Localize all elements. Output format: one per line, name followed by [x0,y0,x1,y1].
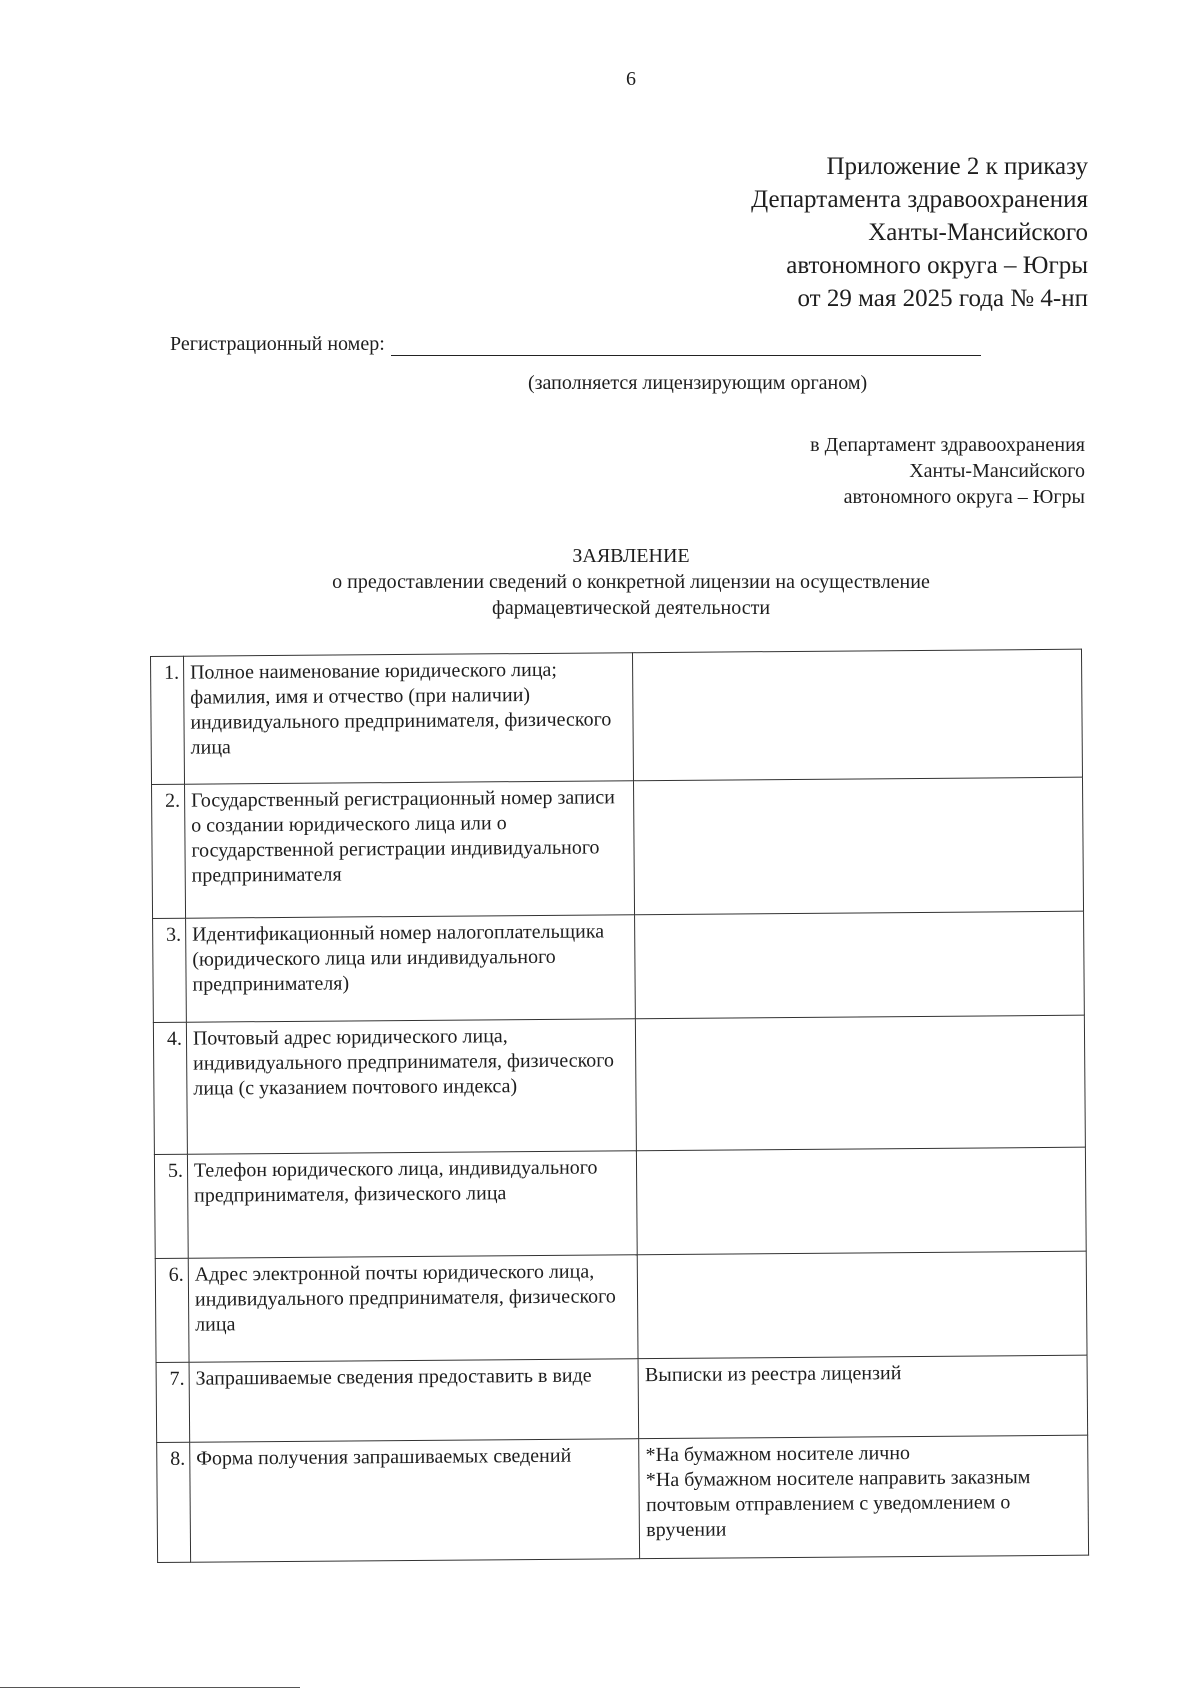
addressee-line: Ханты-Мансийского [909,460,1085,482]
form-row [154,1147,1086,1258]
field-label: Телефон юридического лица, индивидуального предпринимателя, физического лица [187,1151,637,1259]
field-value[interactable] [637,1147,1086,1255]
row-number: 2. [152,784,186,918]
row-number: 8. [157,1442,191,1562]
document-heading: ЗАЯВЛЕНИЕ [572,545,690,567]
addressee-line: в Департамент здравоохранения [810,434,1085,456]
row-number: 3. [153,918,187,1022]
row-number: 4. [153,1022,187,1154]
form-row [155,1251,1087,1362]
registration-number-note: (заполняется лицензирующим органом) [528,372,868,394]
document-subtitle-line: о предоставлении сведений о конкретной лицензии на осуществление [332,571,930,593]
page-number: 6 [626,68,636,90]
field-value-text: Выписки из реестра лицензий [644,1362,902,1387]
registration-number-label: Регистрационный номер: [170,333,385,355]
document-title [0,543,1200,621]
footnote-divider [0,1687,300,1688]
form-row [152,777,1084,918]
form-row [151,649,1083,784]
row-number: 1. [151,656,185,784]
addressee-line: автономного округа – Югры [843,486,1085,508]
registration-number-row [170,333,981,356]
field-value[interactable] [638,1251,1087,1359]
field-value[interactable] [639,1435,1089,1559]
addressee-block [810,432,1085,510]
appendix-line: от 29 мая 2025 года № 4-нп [797,285,1088,312]
field-value-text: *На бумажном носителе направить заказным почтовым отправлением с уведомлением о вручении [645,1466,1031,1542]
field-label: Государственный регистрационный номер записи о создании юридического лица или о государственной регистрации индивидуального предпринимателя [184,781,634,919]
row-number: 5. [154,1154,188,1258]
application-form-table [150,649,1089,1563]
field-value-text: *На бумажном носителе лично [645,1442,911,1467]
field-label: Идентификационный номер налогоплательщика (юридического лица или индивидуального предпринимателя) [185,915,635,1023]
appendix-line: Департамента здравоохранения [751,186,1088,213]
appendix-header [751,150,1088,315]
form-row [153,1015,1085,1154]
field-label: Почтовый адрес юридического лица, индивидуального предпринимателя, физического лица (с указанием почтового индекса) [186,1019,636,1155]
registration-number-field[interactable] [391,335,981,356]
field-label: Адрес электронной почты юридического лица, индивидуального предпринимателя, физического лица [188,1255,638,1363]
appendix-line: автономного округа – Югры [786,252,1088,279]
row-number: 7. [156,1362,190,1442]
field-value[interactable] [633,649,1083,781]
field-value[interactable] [636,1015,1086,1151]
form-row [157,1435,1089,1562]
field-label: Форма получения запрашиваемых сведений [190,1439,640,1563]
document-subtitle-line: фармацевтической деятельности [491,597,771,619]
field-value[interactable] [635,911,1084,1019]
appendix-line: Ханты-Мансийского [868,219,1088,246]
field-value[interactable] [638,1355,1087,1439]
row-number: 6. [155,1258,189,1362]
field-label: Запрашиваемые сведения предоставить в виде [189,1359,639,1443]
appendix-line: Приложение 2 к приказу [826,153,1088,180]
form-row [156,1355,1088,1442]
field-value[interactable] [634,777,1084,915]
field-label: Полное наименование юридического лица; фамилия, имя и отчество (при наличии) индивидуального предпринимателя, физического лица [183,653,633,785]
form-row [153,911,1085,1022]
